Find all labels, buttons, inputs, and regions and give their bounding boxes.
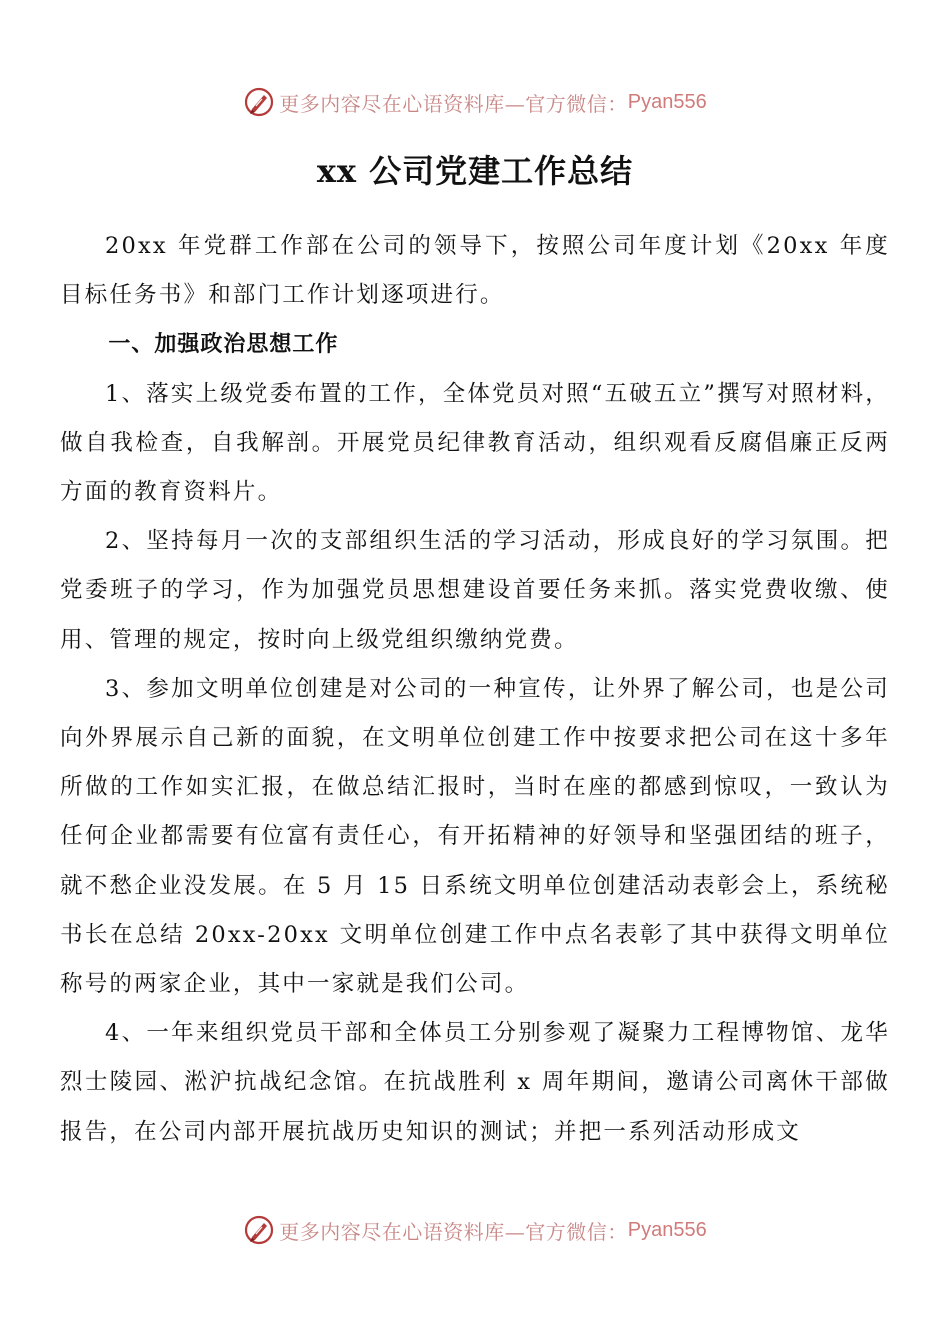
- wechat-handle: Pyan556: [627, 1218, 707, 1241]
- item-paragraph-1: 1、落实上级党委布置的工作，全体党员对照“五破五立”撰写对照材料，做自我检查，自我解剖。开展党员纪律教育活动，组织观看反腐倡廉正反两方面的教育资料片。: [60, 380, 890, 506]
- item-paragraph-3: 3、参加文明单位创建是对公司的一种宣传，让外界了解公司，也是公司向外界展示自己新的面貌，在文明单位创建工作中按要求把公司在这十多年所做的工作如实汇报，在做总结汇报时，当时在座的都感到惊叹，一致认为任何企业都需要有位富有责任心，有开拓精神的好领导和坚强团结的班子，就不愁企业没发展。在 5 月 15 日系统文明单位创建活动表彰会上，系统秘书长在总结 20xx-20xx 文明单位创建工作中点名表彰了其中获得文明单位称号的两家企业，其中一家就是我们公司。: [60, 675, 890, 998]
- section-heading: 一、加强政治思想工作: [108, 332, 339, 358]
- header-watermark-banner: [0, 80, 950, 124]
- footer-watermark-banner: [0, 1208, 950, 1252]
- pen-logo-icon: [243, 1214, 275, 1246]
- item-paragraph-4: 4、一年来组织党员干部和全体员工分别参观了凝聚力工程博物馆、龙华烈士陵园、淞沪抗战纪念馆。在抗战胜利 x 周年期间，邀请公司离休干部做报告，在公司内部开展抗战历史知识的测试；并把一系列活动形成文: [60, 1020, 890, 1145]
- item-paragraph-2: 2、坚持每月一次的支部组织生活的学习活动，形成良好的学习氛围。把党委班子的学习，作为加强党员思想建设首要任务来抓。落实党费收缴、使用、管理的规定，按时向上级党组织缴纳党费。: [60, 528, 890, 653]
- intro-paragraph: 20xx 年党群工作部在公司的领导下，按照公司年度计划《20xx 年度目标任务书》和部门工作计划逐项进行。: [60, 233, 890, 309]
- document-title: xx 公司党建工作总结: [316, 152, 634, 190]
- wechat-handle: Pyan556: [627, 90, 707, 113]
- document-body: [60, 222, 890, 1157]
- watermark-text: 更多内容尽在心语资料库—官方微信：: [279, 91, 628, 116]
- watermark-text: 更多内容尽在心语资料库—官方微信：: [279, 1219, 628, 1244]
- pen-logo-icon: [243, 86, 275, 118]
